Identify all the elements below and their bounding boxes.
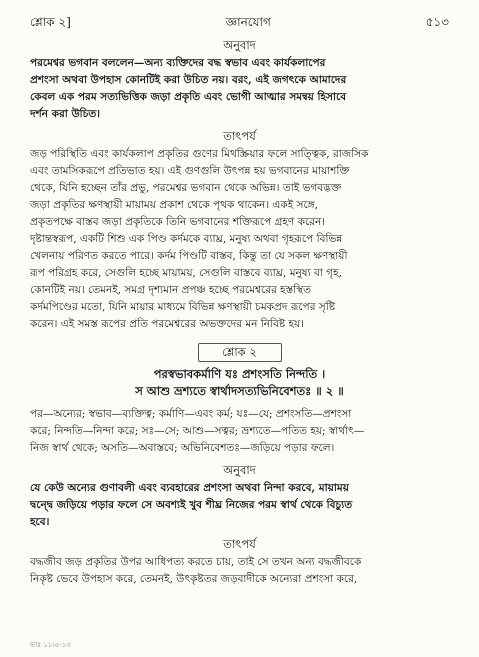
text-line: দ্বন্দ্বে জড়িয়ে পড়ার ফলে সে অবশ্যই খুব শীঘ্র নিজের পরম স্বার্থ থেকে বিচ্যুত bbox=[30, 499, 353, 511]
synonyms-text bbox=[30, 406, 449, 457]
text-line: কর্দমপিণ্ডের মতো, যিনি মায়ার মাধ্যমে বিভিন্ন ক্ষণস্থায়ী চমকপ্রদ রূপের সৃষ্টি bbox=[30, 301, 336, 313]
running-title: জ্ঞানযোগ bbox=[225, 15, 271, 29]
translation-heading: অনুবাদ bbox=[223, 463, 256, 477]
text-line: নিজ স্বার্থ থেকে; অসতি—অবাস্তবে; অভিনিবেশতঃ—জড়িয়ে পড়ার ফলে। bbox=[30, 442, 335, 454]
text-line: নিকৃষ্ট ভেবে উপহাস করে, তেমনই, উৎকৃষ্টতর জড়বাদীকে অন্যেরা প্রশংসা করে, bbox=[30, 573, 358, 585]
translation-text bbox=[30, 480, 449, 531]
page-number: ৫১৩ bbox=[425, 15, 449, 29]
text-line: কেবল এক পরম সত্যভিত্তিক জড়া প্রকৃতি এবং ভোগী আত্মার সমন্বয় হিসাবে bbox=[30, 91, 347, 103]
purport-heading: তাৎপর্য bbox=[223, 129, 256, 143]
text-line: পরমেশ্বর ভগবান বললেন—অন্য ব্যক্তিদের বদ্ধ স্বভাব এবং কার্যকলাপের bbox=[30, 57, 326, 69]
purport-text bbox=[30, 146, 449, 333]
chapter-verse-ref: শ্লোক ২] bbox=[30, 15, 71, 29]
text-line: করে; নিন্দতি—নিন্দা করে; সঃ—সে; আশু—সত্বর; ভ্রশ্যতে—পতিত হয়; স্বার্থাৎ— bbox=[30, 425, 365, 437]
text-line: এবং তামসিকরূপে প্রতিভাত হয়। এই গুণগুলি উৎপন্ন হয় ভগবানের মায়াশক্তি bbox=[30, 165, 350, 177]
text-line: রূপ পরিগ্রহ করে, সেগুলি হচ্ছে মায়াময়, সেগুলি বাস্তবে ব্যাঘ্র, মনুষ্য বা গৃহ, bbox=[30, 267, 342, 279]
text-line: করেন। এই সমস্ত রূপের প্রতি পরমেশ্বরের অভক্তদের মন নিবিষ্ট হয়। bbox=[30, 318, 304, 330]
translation-text bbox=[30, 55, 449, 123]
translation-heading: অনুবাদ bbox=[223, 38, 256, 52]
text-line: খেলনায় পরিণত করতে পারে। কর্দম পিণ্ডটি বাস্তব, কিন্তু তা যে সকল ক্ষণস্থায়ী bbox=[30, 250, 348, 262]
verse-line-1: পরস্বভাবকর্মাণি যঃ প্রশংসতি নিন্দতি । bbox=[153, 367, 326, 381]
text-line: প্রশংসা অথবা উপহাস কোনটিই করা উচিত নয়। বরং, এই জগৎকে আমাদের bbox=[30, 74, 347, 86]
text-line: হবে। bbox=[30, 516, 50, 528]
verse-line-2: স আশু ভ্রশ্যতে স্বার্থাদসত্যভিনিবেশতঃ ॥ ২ ॥ bbox=[135, 384, 344, 398]
text-line: জড় পরিস্থিতি এবং কার্যকলাপ প্রকৃতির গুণের মিথস্ক্রিয়ার ফলে সাত্ত্বিক, রাজসিক bbox=[30, 148, 369, 160]
verse-label: শ্লোক ২ bbox=[198, 343, 282, 362]
text-line: যে কেউ অন্যের গুণাবলী এবং ব্যবহারের প্রশংসা অথবা নিন্দা করবে, মায়াময় bbox=[30, 482, 349, 494]
text-line: জড়া প্রকৃতির ক্ষণস্থায়ী মায়াময় প্রকাশ থেকে পৃথক থাকেন। একই সঙ্গে, bbox=[30, 199, 318, 211]
text-line: প্রকৃতপক্ষে বাস্তব জড়া প্রকৃতিকে তিনি ভগবানের শক্তিরূপে গ্রহণ করেন। bbox=[30, 216, 325, 228]
text-line: পর—অন্যের; স্বভাব—ব্যক্তিত্ব; কর্মাণি—এবং কর্ম; যঃ—যে; প্রশংসতি—প্রশংসা bbox=[30, 408, 352, 420]
text-line: বদ্ধজীব জড় প্রকৃতির উপর আধিপত্য করতে চায়, তাই সে তখন অন্য বদ্ধজীবকে bbox=[30, 556, 362, 568]
purport-heading: তাৎপর্য bbox=[223, 537, 256, 551]
footer-signature: ভাঃ ১১।৫-১৩ bbox=[30, 641, 71, 649]
purport-text bbox=[30, 554, 449, 588]
page-header bbox=[30, 14, 449, 32]
text-line: দৃষ্টান্তস্বরূপ, একটি শিশু এক পিণ্ড কর্দমকে ব্যাঘ্র, মনুষ্য অথবা গৃহরূপে বিভিন্ন bbox=[30, 233, 343, 245]
text-line: কোনটিই নয়। তেমনই, সমগ্র দৃশ্যমান প্রপঞ্চ হচ্ছে পরমেশ্বরের হস্তস্থিত bbox=[30, 284, 312, 296]
text-line: দর্শন করা উচিত। bbox=[30, 108, 100, 120]
text-line: থেকে, যিনি হচ্ছেন তাঁর প্রভু, পরমেশ্বর ভগবান থেকে অভিন্ন। তাই ভগবদ্ভক্ত bbox=[30, 182, 342, 194]
